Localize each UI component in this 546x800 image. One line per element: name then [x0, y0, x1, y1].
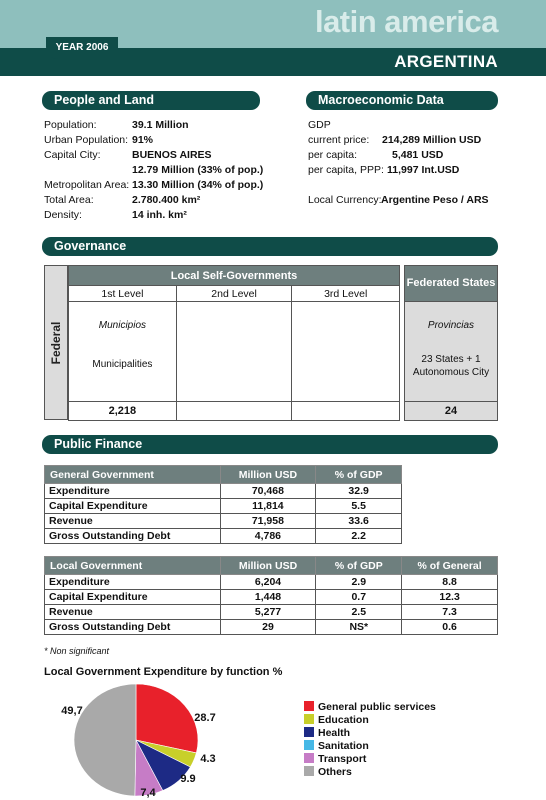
people-label: Density:	[44, 209, 82, 221]
level-1-english-name: Municipalities	[92, 359, 153, 370]
year-tab: YEAR 2006	[46, 37, 118, 59]
pie-data-label: 28.7	[194, 712, 216, 724]
country-name: ARGENTINA	[394, 52, 498, 71]
legend-swatch	[304, 766, 314, 776]
row-value: NS*	[316, 620, 402, 635]
macro-value: 11,997 Int.USD	[387, 164, 460, 176]
legend-item	[304, 714, 369, 726]
legend-item	[304, 766, 352, 778]
legend-swatch	[304, 701, 314, 711]
federated-states-header: Federated States	[405, 266, 498, 302]
table-row	[45, 529, 402, 544]
macro-label: per capita:	[308, 149, 358, 161]
pie-data-label: 7,4	[140, 787, 156, 799]
level-1-native-name: Municipios	[98, 320, 147, 331]
row-value: 32.9	[316, 484, 402, 499]
row-value: 12.3	[402, 590, 498, 605]
section-public-finance: Public Finance	[42, 435, 498, 454]
level-3-count	[292, 402, 400, 421]
table-row	[45, 499, 402, 514]
row-value: 2.9	[316, 575, 402, 590]
row-value: 70,468	[220, 484, 316, 499]
row-value: 33.6	[316, 514, 402, 529]
people-value: 14 inh. km²	[132, 209, 187, 221]
legend-swatch	[304, 727, 314, 737]
people-label: Capital City:	[44, 149, 101, 161]
legend-item	[304, 753, 366, 765]
pie-data-label: 49,7	[61, 705, 83, 717]
brand-title: latin america	[314, 4, 498, 39]
row-label: Gross Outstanding Debt	[45, 620, 221, 635]
pie-slice	[74, 684, 136, 796]
federated-count: 24	[405, 402, 498, 421]
people-value: 91%	[132, 134, 154, 146]
gdp-label: GDP	[308, 119, 331, 131]
level-1-header: 1st Level	[69, 286, 177, 302]
section-governance: Governance	[42, 237, 498, 256]
macro-value: 214,289 Million USD	[382, 134, 482, 146]
federated-states-table	[404, 265, 498, 421]
row-value: 71,958	[220, 514, 316, 529]
federated-states-cell	[405, 302, 498, 402]
row-value: 29	[220, 620, 316, 635]
table-header: Million USD	[220, 557, 316, 575]
local-self-governments-header: Local Self-Governments	[69, 266, 400, 286]
row-value: 2.5	[316, 605, 402, 620]
level-3-header: 3rd Level	[292, 286, 400, 302]
legend-label: Others	[318, 766, 352, 778]
row-label: Capital Expenditure	[45, 590, 221, 605]
row-value: 5.5	[316, 499, 402, 514]
chart-title: Local Government Expenditure by function %	[44, 666, 283, 678]
people-label: Metropolitan Area:	[44, 179, 130, 191]
level-1-count: 2,218	[69, 402, 177, 421]
people-value: 13.30 Million (34% of pop.)	[132, 179, 264, 191]
table-header: % of General	[402, 557, 498, 575]
row-label: Revenue	[45, 605, 221, 620]
currency-value: Argentine Peso / ARS	[381, 194, 489, 206]
legend-swatch	[304, 740, 314, 750]
row-label: Gross Outstanding Debt	[45, 529, 221, 544]
people-label: Urban Population:	[44, 134, 129, 146]
table-row	[45, 590, 498, 605]
row-value: 6,204	[220, 575, 316, 590]
federated-native-name: Provincias	[427, 320, 475, 331]
people-value: BUENOS AIRES	[132, 149, 212, 161]
legend-label: Health	[318, 727, 351, 739]
table-header: % of GDP	[316, 466, 402, 484]
federal-side-label: Federal	[44, 265, 68, 420]
local-government-table	[44, 556, 498, 635]
legend-item	[304, 740, 369, 752]
row-label: Expenditure	[45, 484, 221, 499]
people-label: Total Area:	[44, 194, 94, 206]
row-value: 8.8	[402, 575, 498, 590]
legend-item	[304, 701, 436, 713]
people-label: Population:	[44, 119, 97, 131]
section-people-and-land: People and Land	[42, 91, 260, 110]
table-row	[45, 484, 402, 499]
table-header: General Government	[45, 466, 221, 484]
legend-label: Education	[318, 714, 369, 726]
legend-label: Transport	[318, 753, 367, 765]
section-macroeconomic-data: Macroeconomic Data	[306, 91, 498, 110]
row-value: 0.7	[316, 590, 402, 605]
legend-label: General public services	[318, 701, 436, 713]
row-value: 5,277	[220, 605, 316, 620]
table-row	[45, 575, 498, 590]
footnote: * Non significant	[44, 646, 110, 656]
table-header: Local Government	[45, 557, 221, 575]
pie-data-label: 9.9	[180, 773, 196, 785]
legend-swatch	[304, 714, 314, 724]
currency-label: Local Currency:	[308, 194, 382, 206]
table-header: % of GDP	[316, 557, 402, 575]
level-2-count	[176, 402, 292, 421]
governance-table	[68, 265, 400, 421]
people-value: 39.1 Million	[132, 119, 189, 131]
row-value: 11,814	[220, 499, 316, 514]
legend-swatch	[304, 753, 314, 763]
table-header: Million USD	[220, 466, 316, 484]
legend-label: Sanitation	[318, 740, 369, 752]
people-value: 12.79 Million (33% of pop.)	[132, 164, 264, 176]
level-2-header: 2nd Level	[176, 286, 292, 302]
row-label: Revenue	[45, 514, 221, 529]
level-1-cell	[69, 302, 177, 402]
row-label: Capital Expenditure	[45, 499, 221, 514]
row-value: 0.6	[402, 620, 498, 635]
macro-label: per capita, PPP:	[308, 164, 384, 176]
legend-item	[304, 727, 350, 739]
macro-label: current price:	[308, 134, 370, 146]
pie-chart	[0, 680, 546, 800]
level-3-cell	[292, 302, 400, 402]
row-value: 2.2	[316, 529, 402, 544]
table-row	[45, 605, 498, 620]
table-row	[45, 514, 402, 529]
general-government-table	[44, 465, 402, 544]
federated-english-name: 23 States + 1 Autonomous City	[412, 354, 490, 378]
macro-value: 5,481 USD	[392, 149, 444, 161]
row-label: Expenditure	[45, 575, 221, 590]
pie-data-label: 4.3	[200, 753, 216, 765]
row-value: 4,786	[220, 529, 316, 544]
table-row	[45, 620, 498, 635]
row-value: 7.3	[402, 605, 498, 620]
people-value: 2.780.400 km²	[132, 194, 201, 206]
row-value: 1,448	[220, 590, 316, 605]
level-2-cell	[176, 302, 292, 402]
